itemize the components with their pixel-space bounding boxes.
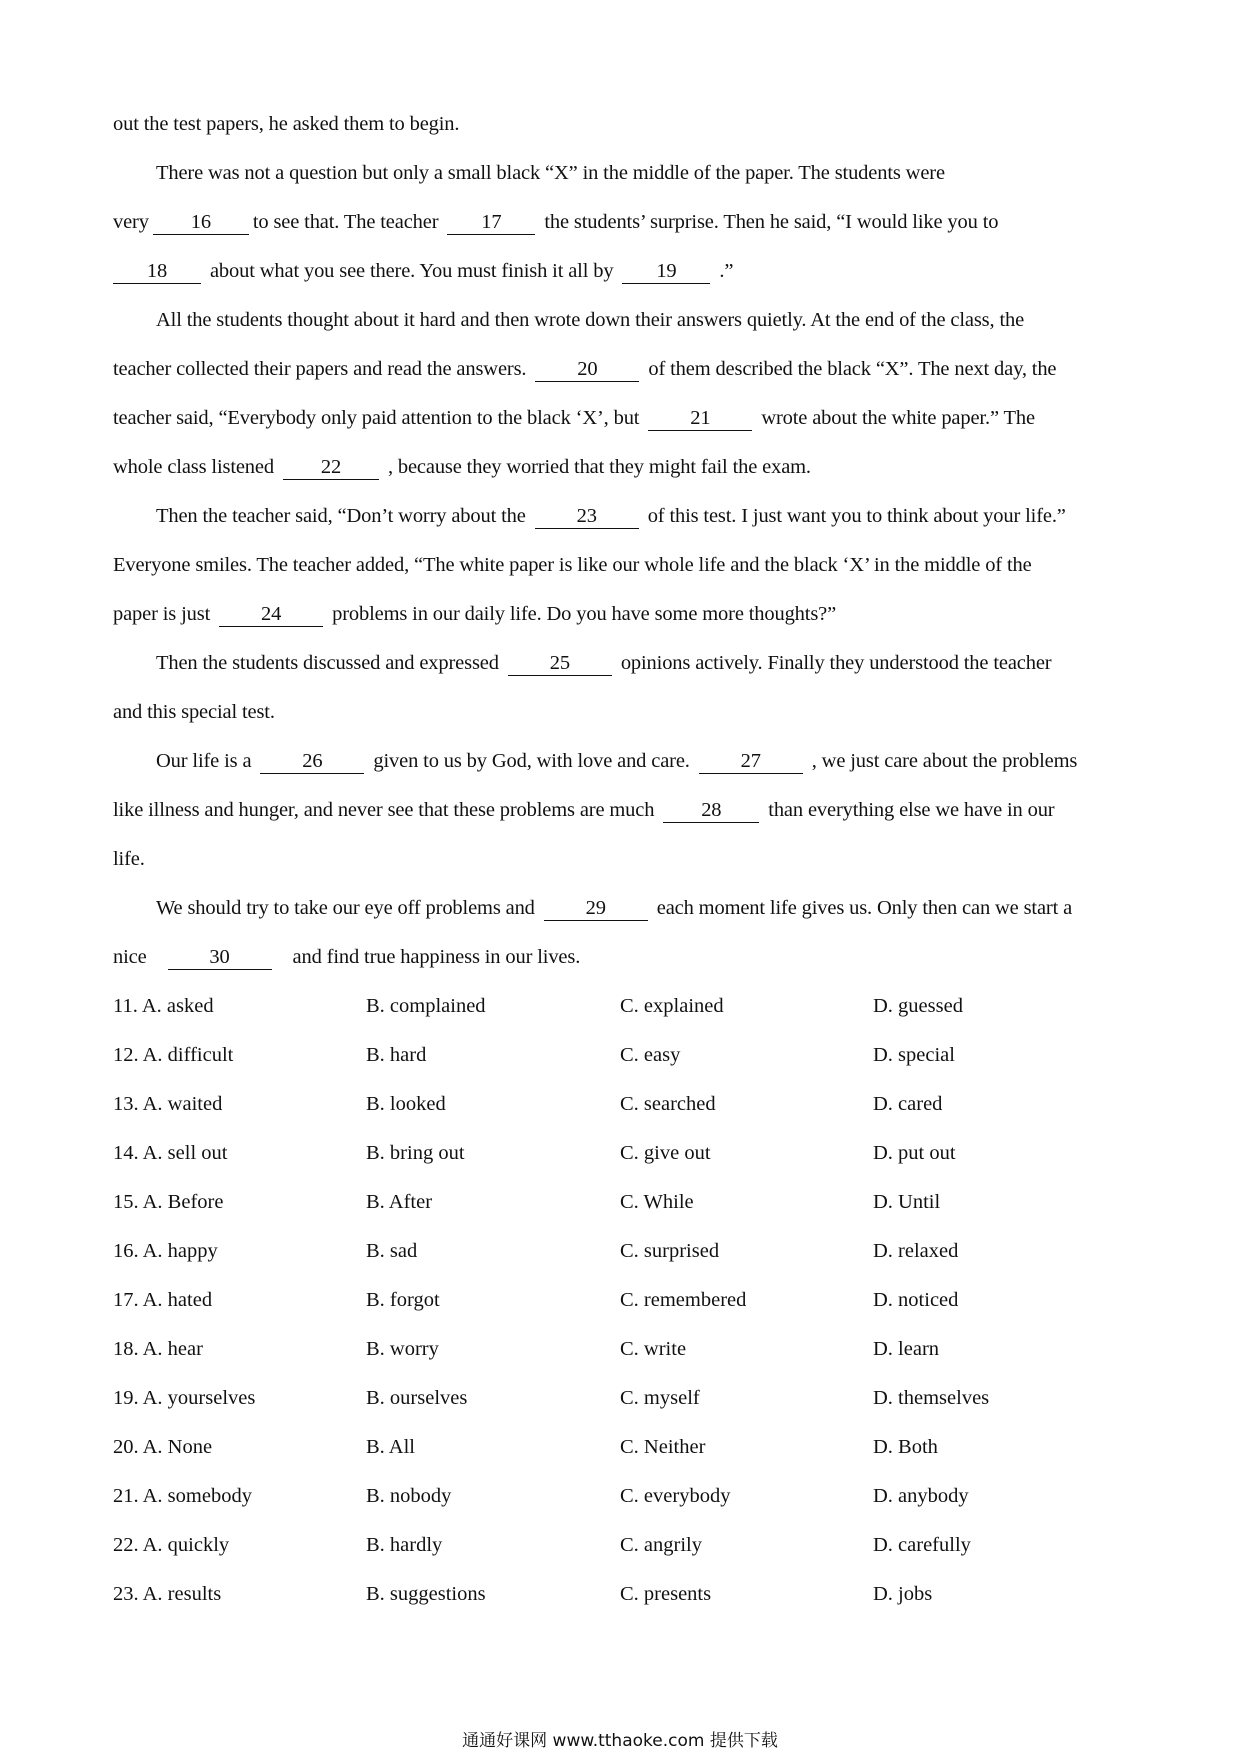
- passage-line: [113, 933, 1133, 982]
- option-c: C. explained: [620, 995, 724, 1017]
- passage-text: wrote about the white paper.” The: [761, 407, 1035, 429]
- option-b: B. forgot: [366, 1289, 440, 1311]
- passage-text: Then the students discussed and expressed: [156, 652, 499, 674]
- passage-text: of this test. I just want you to think about your life.”: [647, 505, 1066, 527]
- passage-line: [113, 492, 1133, 541]
- option-a: 21. A. somebody: [113, 1485, 252, 1507]
- passage-line: [113, 541, 1133, 590]
- passage-text: very: [113, 211, 149, 233]
- option-b: B. nobody: [366, 1485, 452, 1507]
- passage-line: [113, 443, 1133, 492]
- option-c: C. write: [620, 1338, 687, 1360]
- option-a: 11. A. asked: [113, 995, 214, 1017]
- options-list: [113, 982, 1133, 1619]
- blank-19: 19: [622, 259, 710, 284]
- option-row-21: [113, 1472, 1133, 1521]
- passage-line: [113, 590, 1133, 639]
- option-c: C. myself: [620, 1387, 700, 1409]
- option-a: 13. A. waited: [113, 1093, 223, 1115]
- option-b: B. ourselves: [366, 1387, 468, 1409]
- option-a: 12. A. difficult: [113, 1044, 234, 1066]
- option-row-20: [113, 1423, 1133, 1472]
- option-a: 20. A. None: [113, 1436, 213, 1458]
- passage-text: whole class listened: [113, 456, 274, 478]
- option-c: C. angrily: [620, 1534, 702, 1556]
- passage-text: to see that. The teacher: [252, 211, 439, 233]
- option-row-19: [113, 1374, 1133, 1423]
- passage-line: [113, 884, 1133, 933]
- option-b: B. complained: [366, 995, 486, 1017]
- option-a: 17. A. hated: [113, 1289, 213, 1311]
- option-d: D. guessed: [873, 995, 963, 1017]
- option-d: D. Both: [873, 1436, 938, 1458]
- option-d: D. put out: [873, 1142, 956, 1164]
- option-b: B. sad: [366, 1240, 418, 1262]
- passage-text: of them described the black “X”. The next day, the: [648, 358, 1057, 380]
- passage-line: [113, 198, 1133, 247]
- passage-text: out the test papers, he asked them to begin.: [113, 113, 460, 135]
- passage-line: [113, 394, 1133, 443]
- passage-text: Everyone smiles. The teacher added, “The white paper is like our whole life and the black ‘X’ in the middle of the: [113, 554, 1032, 576]
- blank-25: 25: [508, 651, 612, 676]
- option-b: B. worry: [366, 1338, 439, 1360]
- option-row-23: [113, 1570, 1133, 1619]
- option-c: C. remembered: [620, 1289, 747, 1311]
- passage-text: , we just care about the problems: [811, 750, 1078, 772]
- option-d: D. Until: [873, 1191, 941, 1213]
- option-a: 23. A. results: [113, 1583, 222, 1605]
- blank-16: 16: [153, 210, 249, 235]
- passage-text: problems in our daily life. Do you have some more thoughts?”: [332, 603, 837, 625]
- option-a: 22. A. quickly: [113, 1534, 230, 1556]
- option-d: D. jobs: [873, 1583, 933, 1605]
- option-b: B. After: [366, 1191, 433, 1213]
- option-b: B. suggestions: [366, 1583, 486, 1605]
- blank-29: 29: [544, 896, 648, 921]
- passage-line: [113, 149, 1133, 198]
- blank-28: 28: [663, 798, 759, 823]
- option-d: D. noticed: [873, 1289, 959, 1311]
- blank-18: 18: [113, 259, 201, 284]
- option-row-11: [113, 982, 1133, 1031]
- document-page: [113, 100, 1133, 1619]
- option-row-22: [113, 1521, 1133, 1570]
- passage-text: We should try to take our eye off problems and: [156, 897, 535, 919]
- passage-text: given to us by God, with love and care.: [373, 750, 690, 772]
- option-b: B. bring out: [366, 1142, 465, 1164]
- passage-line: [113, 688, 1133, 737]
- option-a: 15. A. Before: [113, 1191, 224, 1213]
- option-row-14: [113, 1129, 1133, 1178]
- option-row-18: [113, 1325, 1133, 1374]
- option-d: D. relaxed: [873, 1240, 959, 1262]
- passage-line: [113, 247, 1133, 296]
- option-row-16: [113, 1227, 1133, 1276]
- option-c: C. easy: [620, 1044, 681, 1066]
- option-row-15: [113, 1178, 1133, 1227]
- passage-text: nice: [113, 946, 147, 968]
- blank-26: 26: [260, 749, 364, 774]
- passage-text: .”: [719, 260, 734, 282]
- option-a: 14. A. sell out: [113, 1142, 228, 1164]
- passage-line: [113, 296, 1133, 345]
- option-d: D. special: [873, 1044, 955, 1066]
- blank-23: 23: [535, 504, 639, 529]
- passage-text: about what you see there. You must finish it all by: [209, 260, 614, 282]
- passage-text: There was not a question but only a small black “X” in the middle of the paper. The students were: [156, 162, 945, 184]
- option-b: B. hardly: [366, 1534, 443, 1556]
- page-footer: 通通好课网 www.tthaoke.com 提供下载: [462, 1731, 778, 1751]
- option-d: D. cared: [873, 1093, 943, 1115]
- option-d: D. anybody: [873, 1485, 969, 1507]
- option-row-13: [113, 1080, 1133, 1129]
- passage-text: life.: [113, 848, 145, 870]
- passage-text: than everything else we have in our: [768, 799, 1055, 821]
- passage-text: and this special test.: [113, 701, 275, 723]
- option-c: C. surprised: [620, 1240, 720, 1262]
- passage-line: [113, 345, 1133, 394]
- option-b: B. hard: [366, 1044, 427, 1066]
- option-a: 18. A. hear: [113, 1338, 203, 1360]
- passage-line: [113, 639, 1133, 688]
- option-d: D. themselves: [873, 1387, 990, 1409]
- passage-text: , because they worried that they might fail the exam.: [387, 456, 811, 478]
- passage-line: [113, 786, 1133, 835]
- passage-text: teacher collected their papers and read the answers.: [113, 358, 527, 380]
- blank-24: 24: [219, 602, 323, 627]
- passage-line: [113, 100, 1133, 149]
- option-row-17: [113, 1276, 1133, 1325]
- option-a: 19. A. yourselves: [113, 1387, 256, 1409]
- blank-30: 30: [168, 945, 272, 970]
- option-b: B. All: [366, 1436, 415, 1458]
- passage-text: teacher said, “Everybody only paid attention to the black ‘X’, but: [113, 407, 640, 429]
- passage-line: [113, 737, 1133, 786]
- option-a: 16. A. happy: [113, 1240, 218, 1262]
- blank-22: 22: [283, 455, 379, 480]
- option-b: B. looked: [366, 1093, 446, 1115]
- blank-17: 17: [447, 210, 535, 235]
- blank-21: 21: [648, 406, 752, 431]
- passage-text: Our life is a: [156, 750, 252, 772]
- option-c: C. Neither: [620, 1436, 706, 1458]
- passage-text: like illness and hunger, and never see that these problems are much: [113, 799, 655, 821]
- passage-text: and find true happiness in our lives.: [292, 946, 581, 968]
- option-c: C. While: [620, 1191, 694, 1213]
- option-row-12: [113, 1031, 1133, 1080]
- passage-text: paper is just: [113, 603, 211, 625]
- passage-text: each moment life gives us. Only then can we start a: [656, 897, 1073, 919]
- blank-20: 20: [535, 357, 639, 382]
- passage-line: [113, 835, 1133, 884]
- option-d: D. learn: [873, 1338, 940, 1360]
- blank-27: 27: [699, 749, 803, 774]
- option-c: C. give out: [620, 1142, 711, 1164]
- option-c: C. everybody: [620, 1485, 731, 1507]
- option-c: C. searched: [620, 1093, 716, 1115]
- passage-text: Then the teacher said, “Don’t worry about the: [156, 505, 526, 527]
- passage-text: All the students thought about it hard and then wrote down their answers quietly. At the end of the class, the: [156, 309, 1025, 331]
- passage-text: opinions actively. Finally they understood the teacher: [620, 652, 1052, 674]
- option-d: D. carefully: [873, 1534, 971, 1556]
- option-c: C. presents: [620, 1583, 712, 1605]
- passage-text: the students’ surprise. Then he said, “I would like you to: [544, 211, 999, 233]
